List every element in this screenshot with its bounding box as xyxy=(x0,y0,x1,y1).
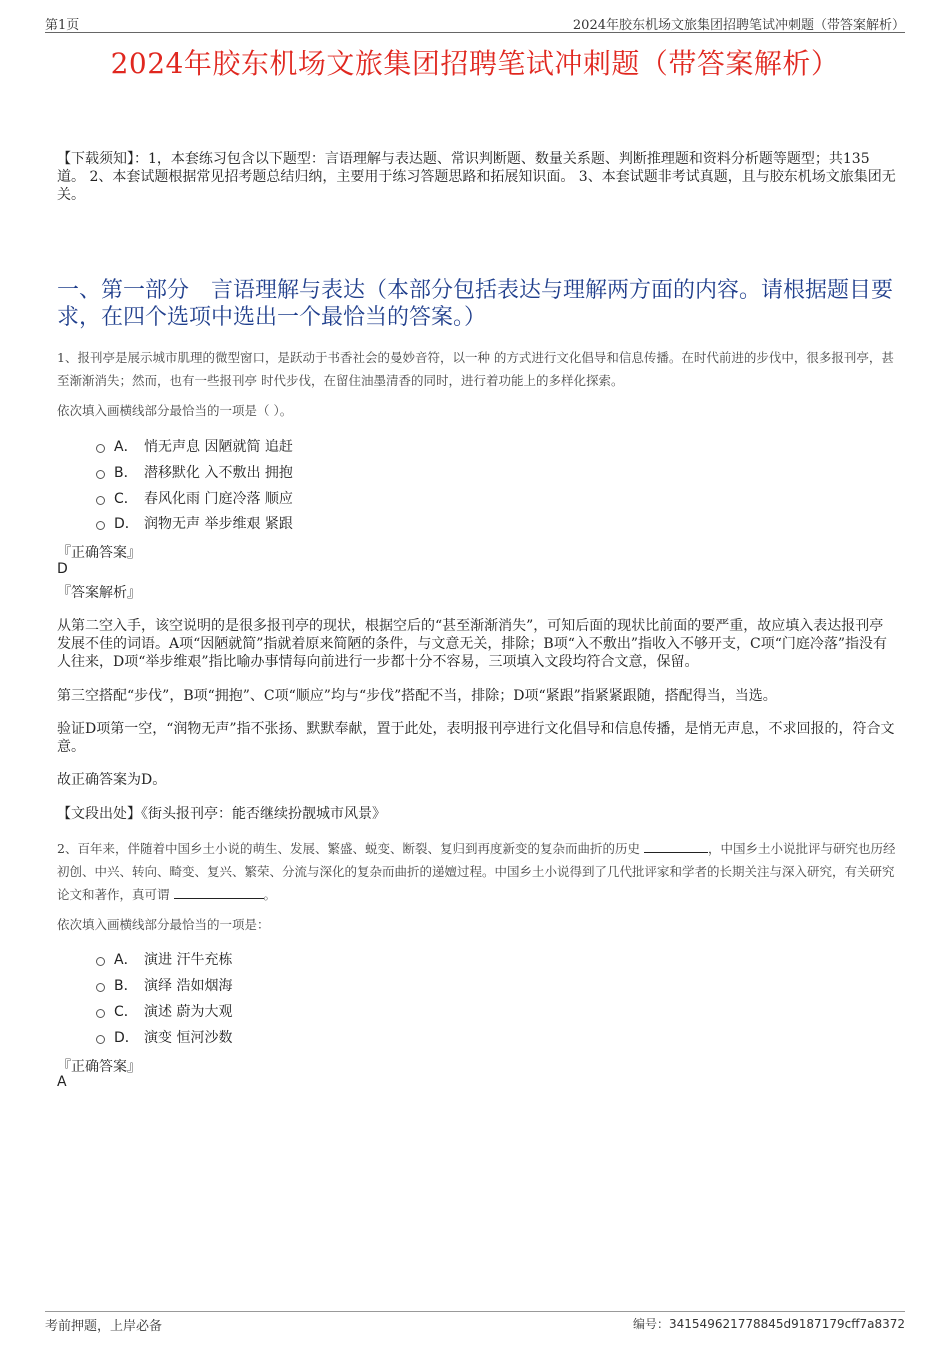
question-1-option-a[interactable]: A． 悄无声息 因陋就简 追赶 xyxy=(96,436,293,456)
question-2-answer-label: 『正确答案』 xyxy=(57,1059,141,1075)
section-heading: 一、第一部分 言语理解与表达（本部分包括表达与理解两方面的内容。请根据题目要求，在四个选项中选出一个最恰当的答案。） xyxy=(57,278,894,330)
question-1-analysis-para-1: 从第二空入手，该空说明的是很多报刊亭的现状，根据空后的“甚至渐渐消失”，可知后面的现状比前面的要严重，故应填入表达报刊亭发展不佳的词语。A项“因陋就简”指就着原来简陋的条件，与文意无关，排除；B项“入不敷出”指收入不够开支，C项“门庭冷落”指没有人往来，D项“举步维艰”指比喻办事情每向前进行一步都十分不容易，三项填入文段均符合文意，保留。 xyxy=(57,618,888,670)
radio-icon[interactable] xyxy=(96,1009,105,1018)
radio-icon[interactable] xyxy=(96,957,105,966)
question-2-option-c[interactable]: C． 演述 蔚为大观 xyxy=(96,1001,232,1021)
download-notice: 【下载须知】：1，本套练习包含以下题型：言语理解与表达题、常识判断题、数量关系题、判断推理题和资料分析题等题型；共135道。 2、本套试题根据常见招考题总结归纳，主要用于练习答题思路和拓展知识面。 3、本套试题非考试真题，且与胶东机场文旅集团无关。 xyxy=(57,151,896,203)
question-1-answer: D xyxy=(57,561,68,577)
question-2-option-d[interactable]: D． 演变 恒河沙数 xyxy=(96,1027,232,1047)
footer-slogan: 考前押题，上岸必备 xyxy=(45,1319,163,1334)
question-1-analysis-para-2: 第三空搭配“步伐”，B项“拥抱”、C项“顺应”均与“步伐”搭配不当，排除；D项“紧跟”指紧紧跟随，搭配得当，当选。 xyxy=(57,688,777,704)
question-1-option-b[interactable]: B． 潜移默化 入不敷出 拥抱 xyxy=(96,462,293,482)
page-number: 第1页 xyxy=(45,18,80,33)
radio-icon[interactable] xyxy=(96,470,105,479)
question-1-prompt: 依次填入画横线部分最恰当的一项是（ ）。 xyxy=(57,403,293,418)
fill-blank-2[interactable] xyxy=(174,886,264,899)
question-1-option-d[interactable]: D． 润物无声 举步维艰 紧跟 xyxy=(96,513,293,533)
footer-divider xyxy=(45,1311,905,1312)
question-1-option-c[interactable]: C． 春风化雨 门庭冷落 顺应 xyxy=(96,488,293,508)
header-divider xyxy=(45,32,905,33)
question-2-prompt: 依次填入画横线部分最恰当的一项是： xyxy=(57,917,270,932)
question-1-source: 【文段出处】《街头报刊亭：能否继续扮靓城市风景》 xyxy=(57,806,386,822)
radio-icon[interactable] xyxy=(96,496,105,505)
question-2-option-a[interactable]: A． 演进 汗牛充栋 xyxy=(96,949,232,969)
question-2-stem: 2、百年来，伴随着中国乡土小说的萌生、发展、繁盛、蜕变、断裂、复归到再度新变的复杂而曲折的历史 ，中国乡土小说批评与研究也历经初创、中兴、转向、畸变、复兴、繁荣、分流与深化的复杂而曲折的递嬗过程。中国乡土小说得到了几代批评家和学者的长期关注与深入研究，有关研究论文和著作，真可谓 。 xyxy=(57,841,896,902)
question-2-answer: A xyxy=(57,1074,67,1090)
radio-icon[interactable] xyxy=(96,521,105,530)
radio-icon[interactable] xyxy=(96,1035,105,1044)
question-1-analysis-para-3: 验证D项第一空，“润物无声”指不张扬、默默奉献，置于此处，表明报刊亭进行文化倡导和信息传播，是悄无声息，不求回报的，符合文意。 xyxy=(57,721,895,755)
question-2-option-b[interactable]: B． 演绎 浩如烟海 xyxy=(96,975,232,995)
question-1-analysis-label: 『答案解析』 xyxy=(57,585,141,601)
question-1-analysis-para-4: 故正确答案为D。 xyxy=(57,772,167,788)
fill-blank-1[interactable] xyxy=(644,840,708,853)
radio-icon[interactable] xyxy=(96,983,105,992)
footer-serial: 编号：341549621778845d9187179cff7a8372 xyxy=(633,1317,905,1331)
question-1-answer-label: 『正确答案』 xyxy=(57,545,141,561)
radio-icon[interactable] xyxy=(96,444,105,453)
question-1-stem: 1、报刊亭是展示城市肌理的微型窗口，是跃动于书香社会的曼妙音符，以一种 的方式进行文化倡导和信息传播。在时代前进的步伐中，很多报刊亭，甚至渐渐消失；然而，也有一些报刊亭 时代步伐，在留住油墨清香的同时，进行着功能上的多样化探索。 xyxy=(57,350,894,388)
header-doc-title: 2024年胶东机场文旅集团招聘笔试冲刺题（带答案解析） xyxy=(572,18,905,33)
page-title: 2024年胶东机场文旅集团招聘笔试冲刺题（带答案解析） xyxy=(110,47,840,80)
